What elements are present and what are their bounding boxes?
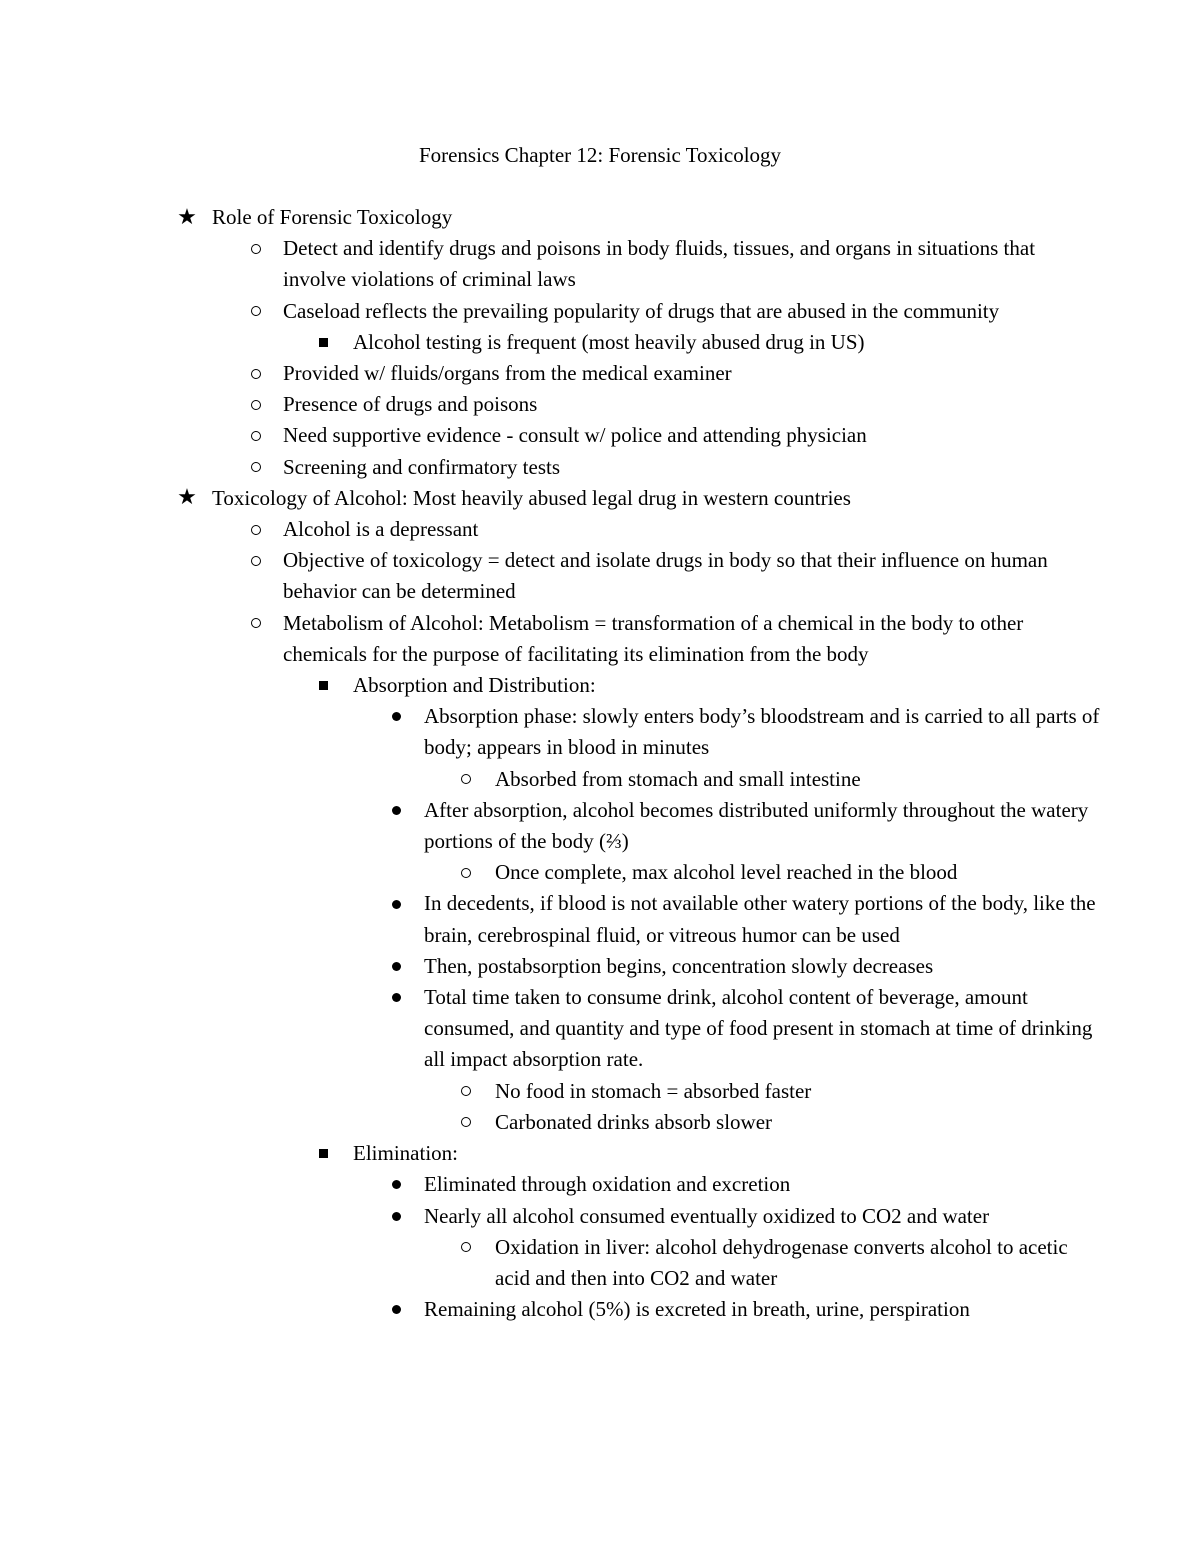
outline-item [0, 233, 1200, 295]
outline-item [0, 701, 1200, 763]
outline-item [0, 483, 1200, 514]
outline-item-text: Need supportive evidence - consult w/ police and attending physician [283, 423, 867, 448]
outline-item-text: Absorbed from stomach and small intestine [495, 766, 861, 791]
outline-item-text: Screening and confirmatory tests [283, 454, 560, 479]
circle-bullet-icon [456, 1232, 476, 1263]
outline-item [0, 358, 1200, 389]
circle-bullet-icon [246, 608, 266, 639]
disc-bullet-icon [386, 951, 406, 982]
outline-item-text: Metabolism of Alcohol: Metabolism = transformation of a chemical in the body to other chemicals for the purpose of facilitating its elimination from the body [283, 610, 1024, 666]
outline-item-text: Total time taken to consume drink, alcohol content of beverage, amount consumed, and quantity and type of food present in stomach at time of drinking all impact absorption rate. [424, 985, 1093, 1072]
outline-item-text: Alcohol testing is frequent (most heavily abused drug in US) [353, 329, 865, 354]
outline-item-text: Nearly all alcohol consumed eventually oxidized to CO2 and water [424, 1203, 990, 1228]
outline-item [0, 514, 1200, 545]
outline-item-text: Alcohol is a depressant [283, 517, 479, 542]
outline-item [0, 982, 1200, 1076]
outline-item-text: Provided w/ fluids/organs from the medical examiner [283, 361, 732, 386]
page-title: Forensics Chapter 12: Forensic Toxicology [418, 143, 782, 167]
disc-bullet-icon [386, 982, 406, 1013]
circle-bullet-icon [246, 420, 266, 451]
outline-item [0, 420, 1200, 451]
outline-item-text: Role of Forensic Toxicology [212, 205, 453, 229]
star-bullet-icon: ★ [177, 485, 197, 511]
outline-item [0, 545, 1200, 607]
outline-item-text: Absorption and Distribution: [353, 673, 596, 698]
outline-item [0, 795, 1200, 857]
outline-item [0, 1169, 1200, 1200]
circle-bullet-icon [246, 389, 266, 420]
outline-item-text: Caseload reflects the prevailing popularity of drugs that are abused in the community [283, 298, 1000, 323]
outline-item [0, 670, 1200, 701]
outline-item [0, 1107, 1200, 1138]
circle-bullet-icon [246, 545, 266, 576]
outline-item [0, 608, 1200, 670]
outline-item-text: Oxidation in liver: alcohol dehydrogenase converts alcohol to acetic acid and then into CO2 and water [495, 1234, 1068, 1290]
outline-item-text: Detect and identify drugs and poisons in body fluids, tissues, and organs in situations that involve violations of criminal laws [283, 236, 1036, 292]
circle-bullet-icon [246, 452, 266, 483]
square-bullet-icon [313, 670, 333, 701]
outline-item [0, 951, 1200, 982]
outline-item [0, 1294, 1200, 1325]
circle-bullet-icon [456, 1107, 476, 1138]
circle-bullet-icon [246, 233, 266, 264]
outline-item-text: Then, postabsorption begins, concentration slowly decreases [424, 953, 934, 978]
outline-item-text: Once complete, max alcohol level reached in the blood [495, 860, 958, 885]
circle-bullet-icon [456, 1076, 476, 1107]
outline-item [0, 888, 1200, 950]
outline-item-text: Elimination: [353, 1141, 458, 1166]
circle-bullet-icon [246, 358, 266, 389]
circle-bullet-icon [246, 296, 266, 327]
outline-item [0, 764, 1200, 795]
circle-bullet-icon [456, 857, 476, 888]
outline-item [0, 389, 1200, 420]
outline-item-text: In decedents, if blood is not available other watery portions of the body, like the brain, cerebrospinal fluid, or vitreous humor can be used [424, 891, 1096, 947]
disc-bullet-icon [386, 795, 406, 826]
outline-item-text: Presence of drugs and poisons [283, 392, 538, 417]
circle-bullet-icon [456, 764, 476, 795]
outline-item-text: After absorption, alcohol becomes distributed uniformly throughout the watery portions of the body (⅔) [424, 797, 1089, 854]
star-bullet-icon: ★ [177, 204, 197, 230]
disc-bullet-icon [386, 1294, 406, 1325]
outline-item [0, 202, 1200, 233]
outline-item-text: Remaining alcohol (5%) is excreted in breath, urine, perspiration [424, 1297, 970, 1322]
outline-item-text: Eliminated through oxidation and excretion [424, 1172, 791, 1197]
disc-bullet-icon [386, 888, 406, 919]
outline-item [0, 1232, 1200, 1294]
outline-item [0, 1138, 1200, 1169]
outline-list [0, 202, 1200, 1325]
disc-bullet-icon [386, 701, 406, 732]
outline-item-text: No food in stomach = absorbed faster [495, 1078, 812, 1103]
outline-item-text: Carbonated drinks absorb slower [495, 1109, 773, 1134]
square-bullet-icon [313, 327, 333, 358]
outline-item [0, 452, 1200, 483]
outline-item [0, 296, 1200, 327]
outline-item [0, 1076, 1200, 1107]
square-bullet-icon [313, 1138, 333, 1169]
disc-bullet-icon [386, 1169, 406, 1200]
outline-item-text: Objective of toxicology = detect and isolate drugs in body so that their influence on human behavior can be determined [283, 548, 1048, 604]
outline-item-text: Absorption phase: slowly enters body’s bloodstream and is carried to all parts of body; appears in blood in minutes [424, 704, 1100, 760]
circle-bullet-icon [246, 514, 266, 545]
outline-item [0, 857, 1200, 888]
outline-item [0, 327, 1200, 358]
outline-item [0, 1201, 1200, 1232]
disc-bullet-icon [386, 1201, 406, 1232]
outline-item-text: Toxicology of Alcohol: Most heavily abused legal drug in western countries [212, 485, 851, 510]
